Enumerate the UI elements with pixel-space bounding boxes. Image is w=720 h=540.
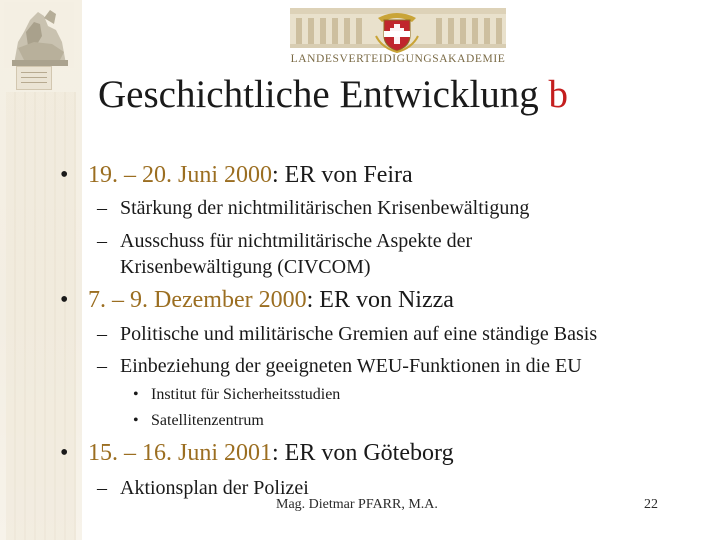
bullet-item xyxy=(88,440,454,467)
dash-icon: – xyxy=(97,355,107,377)
sub-sub-item: Institut für Sicherheitsstudien xyxy=(151,386,341,403)
sub-item: Einbeziehung der geeigneten WEU-Funktionen in die EU xyxy=(120,355,582,377)
sub-item: Stärkung der nichtmilitärischen Krisenbewältigung xyxy=(120,197,530,219)
sub-sub-item: Satellitenzentrum xyxy=(151,412,264,429)
bullet-item xyxy=(88,162,413,189)
sub-item: Ausschuss für nichtmilitärische Aspekte der xyxy=(120,230,473,252)
dash-icon: – xyxy=(97,197,107,219)
title-text: Geschichtliche Entwicklung xyxy=(98,73,539,116)
item-date: 7. – 9. Dezember 2000 xyxy=(88,287,307,313)
title-suffix: b xyxy=(548,73,569,116)
sub-item-continuation: Krisenbewältigung (CIVCOM) xyxy=(120,256,371,278)
bullet-item xyxy=(88,287,454,314)
bullet-icon: • xyxy=(133,412,139,429)
bullet-icon: • xyxy=(60,440,69,466)
dash-icon: – xyxy=(97,230,107,252)
item-date: 15. – 16. Juni 2001 xyxy=(88,440,273,466)
dash-icon: – xyxy=(97,323,107,345)
sub-item: Politische und militärische Gremien auf eine ständige Basis xyxy=(120,323,598,345)
item-text: : ER von Göteborg xyxy=(272,440,454,466)
bullet-icon: • xyxy=(60,162,69,188)
item-date: 19. – 20. Juni 2000 xyxy=(88,162,273,188)
item-text: : ER von Feira xyxy=(272,162,413,188)
item-text: : ER von Nizza xyxy=(306,287,454,313)
sub-item: Aktionsplan der Polizei xyxy=(120,477,309,499)
academy-name: LANDESVERTEIDIGUNGSAKADEMIE xyxy=(290,53,506,65)
bullet-icon: • xyxy=(60,287,69,313)
dash-icon: – xyxy=(97,477,107,499)
bullet-icon: • xyxy=(133,386,139,403)
page-number: 22 xyxy=(644,497,658,512)
footer-author: Mag. Dietmar PFARR, M.A. xyxy=(276,497,438,512)
